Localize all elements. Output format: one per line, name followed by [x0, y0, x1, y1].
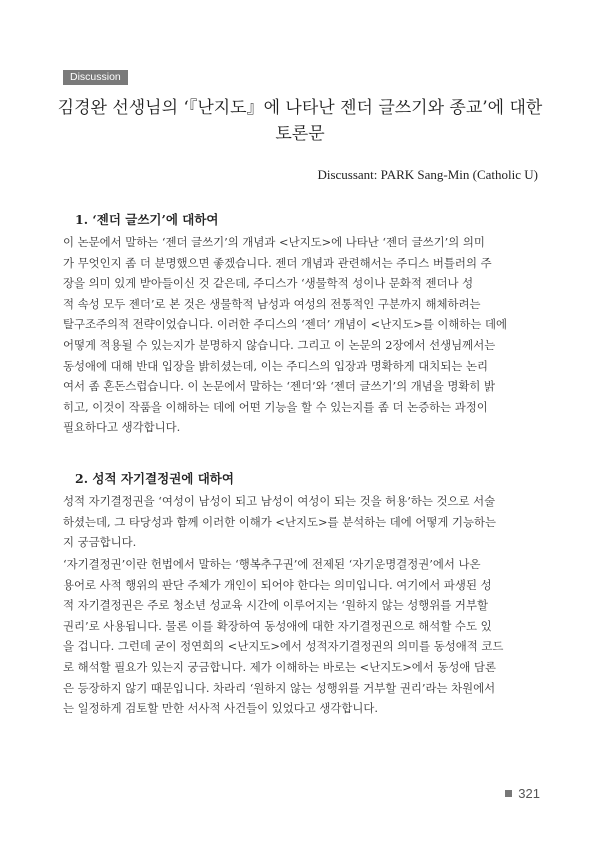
text-line: 적 자기결정권은 주로 청소년 성교육 시간에 이루어지는 ‘원하지 않는 성행위를 거부할 — [63, 598, 488, 613]
text-line: 권리’로 사용됩니다. 물론 이를 확장하여 동성애에 대한 자기결정권으로 해석할 수도 있 — [63, 618, 492, 633]
paragraph-self-determination-1 — [63, 491, 538, 553]
text-line: 여서 좀 혼돈스럽습니다. 이 논문에서 말하는 ‘젠더’와 ‘젠더 글쓰기’의 개념을 명확히 밝 — [63, 379, 496, 394]
text-line: 탈구조주의적 전략이었습니다. 이러한 주디스의 ‘젠더’ 개념이 <난지도>를 이해하는 데에 — [63, 317, 508, 332]
text-line: 하셨는데, 그 타당성과 함께 이러한 이해가 <난지도>를 분석하는 데에 어떻게 기능하는 — [63, 514, 497, 529]
text-line: 을 겁니다. 그런데 굳이 정연희의 <난지도>에서 성적자기결정권의 의미를 동성애적 코드 — [63, 639, 504, 654]
text-line: 는 일정하게 검토할 만한 서사적 사건들이 있었다고 생각합니다. — [63, 701, 379, 716]
text-line: 장을 의미 있게 받아들이신 것 같은데, 주디스가 ‘생물학적 성이나 문화적 젠더나 성 — [63, 276, 474, 291]
text-line: 가 무엇인지 좀 더 분명했으면 좋겠습니다. 젠더 개념과 관련해서는 주디스 버틀러의 주 — [63, 255, 492, 270]
text-line: 적 속성 모두 젠더’로 본 것은 생물학적 남성과 여성의 전통적인 구분까지 해체하려는 — [63, 296, 481, 311]
paragraph-self-determination-2 — [63, 554, 538, 719]
text-line: 은 등장하지 않기 때문입니다. 차라리 ‘원하지 않는 성행위를 거부할 권리’라는 차원에서 — [63, 680, 496, 695]
document-title-continued: 토론문 — [275, 124, 325, 144]
section-heading-gender-writing: 1. ‘젠더 글쓰기’에 대하여 — [75, 212, 219, 227]
page-number-text: 321 — [518, 786, 540, 801]
document-title: 김경완 선생님의 ‘『난지도』에 나타난 젠더 글쓰기와 종교’에 대한 — [57, 98, 543, 118]
section-tag: Discussion — [63, 70, 128, 85]
text-line: 필요하다고 생각합니다. — [63, 420, 181, 435]
square-bullet-icon — [505, 790, 512, 797]
text-line: 용어로 사적 행위의 판단 주체가 개인이 되어야 한다는 의미입니다. 여기에서 파생된 성 — [63, 577, 492, 592]
text-line: 로 해석할 필요가 있는지 궁금합니다. 제가 이해하는 바로는 <난지도>에서 동성애 담론 — [63, 659, 497, 674]
text-line: 지 궁금합니다. — [63, 535, 137, 550]
text-line: 성적 자기결정권을 ‘여성이 남성이 되고 남성이 여성이 되는 것을 허용’하는 것으로 서술 — [63, 494, 496, 508]
discussant-line: Discussant: PARK Sang-Min (Catholic U) — [317, 167, 538, 182]
text-line: ‘자기결정권’이란 헌법에서 말하는 ‘행복추구권’에 전제된 ‘자기운명결정권’에서 나온 — [63, 557, 481, 571]
paragraph-gender-writing — [63, 232, 538, 438]
text-line: 동성애에 대해 반대 입장을 밝히셨는데, 이는 주디스의 입장과 명확하게 대치되는 논리 — [63, 358, 488, 373]
text-line: 이 논문에서 말하는 ‘젠더 글쓰기’의 개념과 <난지도>에 나타난 ‘젠더 글쓰기’의 의미 — [63, 235, 485, 249]
page-number — [505, 786, 540, 801]
text-line: 히고, 이것이 작품을 이해하는 데에 어떤 기능을 할 수 있는지를 좀 더 논증하는 과정이 — [63, 399, 488, 414]
text-line: 어떻게 적용될 수 있는지가 분명하지 않습니다. 그리고 이 논문의 2장에서 선생님께서는 — [63, 337, 496, 352]
section-heading-self-determination: 2. 성적 자기결정권에 대하여 — [75, 471, 234, 486]
